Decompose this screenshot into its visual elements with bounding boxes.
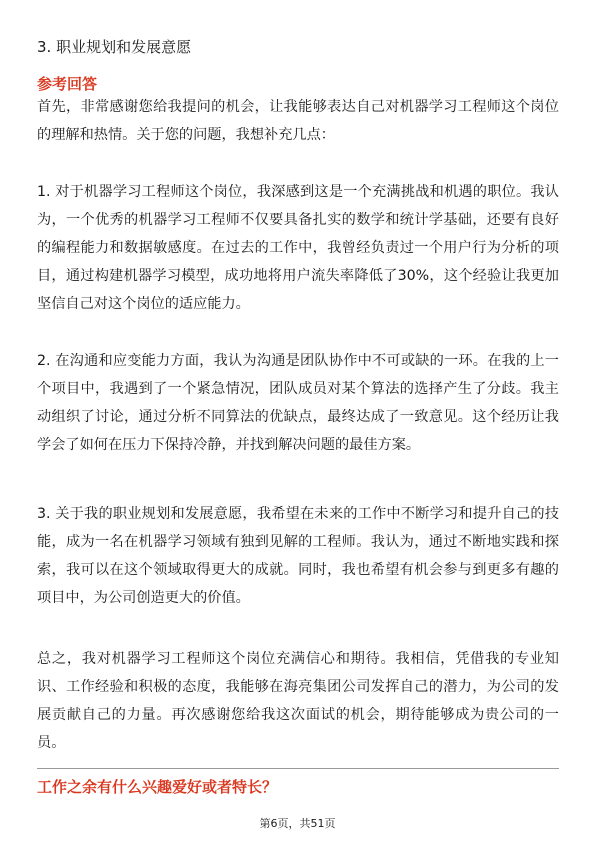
point-3-paragraph: 3. 关于我的职业规划和发展意愿，我希望在未来的工作中不断学习和提升自己的技能，成为一名在机器学习领域有独到见解的工程师。我认为，通过不断地实践和探索，我可以在这个领域取得更大的成就。同时，我也希望有机会参与到更多有趣的项目中，为公司创造更大的价值。: [37, 506, 559, 606]
section-divider: [37, 768, 559, 769]
next-question-heading: 工作之余有什么兴趣爱好或者特长？: [37, 778, 278, 796]
section-heading: 3. 职业规划和发展意愿: [37, 38, 192, 56]
point-1-paragraph: 1. 对于机器学习工程师这个岗位，我深感到这是一个充满挑战和机遇的职位。我认为，一个优秀的机器学习工程师不仅要具备扎实的数学和统计学基础，还要有良好的编程能力和数据敏感度。在过去的工作中，我曾经负责过一个用户行为分析的项目，通过构建机器学习模型，成功地将用户流失率降低了30%，这个经验让我更加坚信自己对这个岗位的适应能力。: [37, 184, 559, 312]
summary-paragraph: 总之，我对机器学习工程师这个岗位充满信心和期待。我相信，凭借我的专业知识、工作经验和积极的态度，我能够在海亮集团公司发挥自己的潜力，为公司的发展贡献自己的力量。再次感谢您给我这次面试的机会，期待能够成为贵公司的一员。: [37, 651, 559, 751]
answer-label: 参考回答: [37, 75, 98, 93]
intro-paragraph: 首先，非常感谢您给我提问的机会，让我能够表达自己对机器学习工程师这个岗位的理解和热情。关于您的问题，我想补充几点：: [37, 99, 559, 143]
point-2-paragraph: 2. 在沟通和应变能力方面，我认为沟通是团队协作中不可或缺的一环。在我的上一个项目中，我遇到了一个紧急情况，团队成员对某个算法的选择产生了分歧。我主动组织了讨论，通过分析不同算法的优缺点，最终达成了一致意见。这个经历让我学会了如何在压力下保持冷静，并找到解决问题的最佳方案。: [37, 353, 559, 453]
page-number-footer: 第6页，共51页: [259, 817, 336, 830]
